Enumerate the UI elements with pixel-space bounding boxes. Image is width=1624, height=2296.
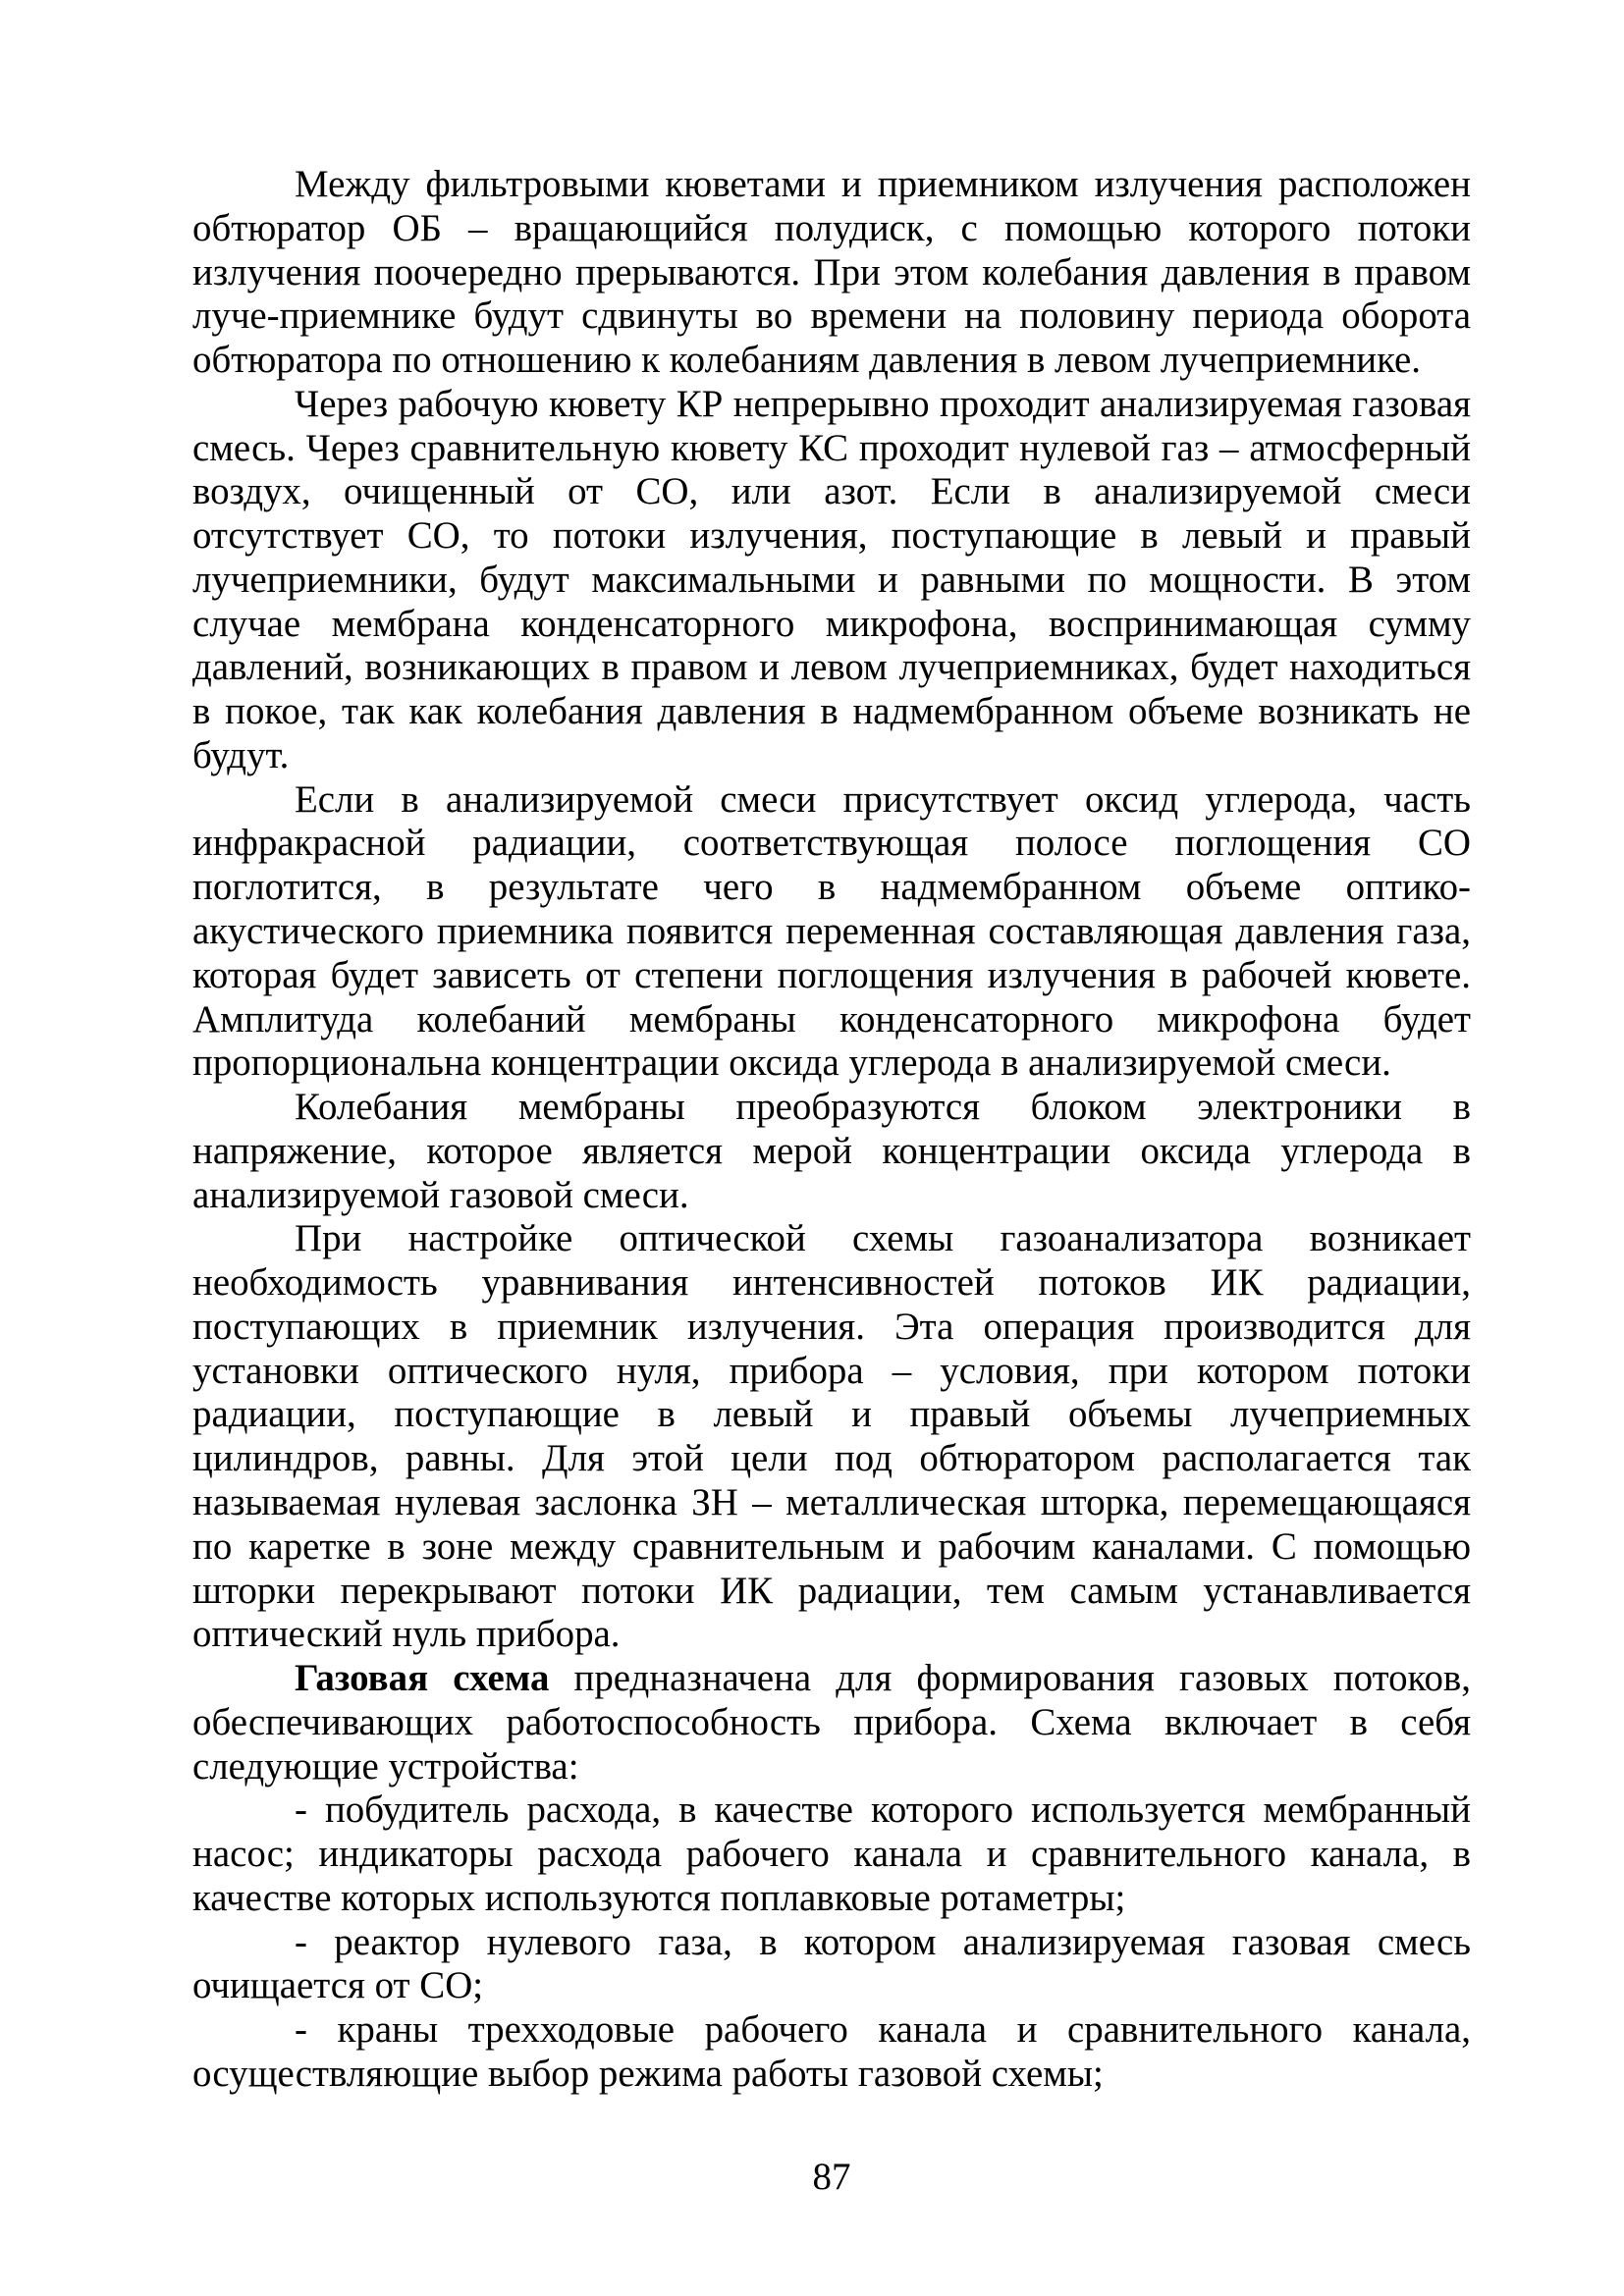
text-line: Если в анализируемой смеси присутствует оксид углерода, часть bbox=[295, 777, 1471, 821]
paragraph bbox=[192, 1921, 1471, 2009]
paragraph bbox=[192, 778, 1471, 1086]
text-line: луче-приемнике будут сдвинуты во времени на половину периода оборота bbox=[192, 294, 1471, 338]
text-line: давлений, возникающих в правом и левом лучеприемниках, будет находиться bbox=[192, 646, 1471, 689]
text-line: При настройке оптической схемы газоанализатора возникает bbox=[295, 1217, 1471, 1260]
text-line: обтюратора по отношению к колебаниям давления в левом лучеприемнике. bbox=[192, 339, 1421, 382]
text-line: радиации, поступающие в левый и правый объемы лучеприемных bbox=[192, 1393, 1471, 1436]
text-line: обеспечивающих работоспособность прибора. Схема включает в себя bbox=[192, 1700, 1471, 1743]
text-line: Между фильтровыми кюветами и приемником излучения расположен bbox=[295, 163, 1471, 205]
text-line: будут. bbox=[192, 733, 290, 776]
paragraph bbox=[192, 383, 1471, 778]
text-line: обтюратор ОБ – вращающийся полудиск, с помощью которого потоки bbox=[192, 206, 1471, 249]
text-line: случае мембрана конденсаторного микрофона, воспринимающая сумму bbox=[192, 602, 1471, 645]
text-line: воздух, очищенный от СО, или азот. Если в анализируемой смеси bbox=[192, 470, 1471, 513]
paragraph bbox=[192, 1789, 1471, 1920]
text-line: анализируемой газовой смеси. bbox=[192, 1173, 689, 1216]
text-line: следующие устройства: bbox=[192, 1744, 579, 1788]
text-line: необходимость уравнивания интенсивностей потоков ИК радиации, bbox=[192, 1261, 1471, 1305]
text-line: по каретке в зоне между сравнительным и рабочим каналами. С помощью bbox=[192, 1524, 1471, 1568]
text-line: - побудитель расхода, в качестве которого используется мембранный bbox=[295, 1789, 1471, 1832]
text-line: напряжение, которое является мерой концентрации оксида углерода в bbox=[192, 1129, 1471, 1172]
paragraph bbox=[192, 2008, 1471, 2097]
paragraph bbox=[192, 1086, 1471, 1217]
text-line: которая будет зависеть от степени поглощения излучения в рабочей кювете. bbox=[192, 953, 1471, 996]
text-line: насос; индикаторы расхода рабочего канала и сравнительного канала, в bbox=[192, 1833, 1471, 1876]
text-line: очищается от СО; bbox=[192, 1964, 484, 2007]
text-line: - реактор нулевого газа, в котором анализируемая газовая смесь bbox=[295, 1920, 1471, 1963]
text-line: пропорциональна концентрации оксида углерода в анализируемой смеси. bbox=[192, 1041, 1391, 1085]
text-line: Амплитуда колебаний мембраны конденсаторного микрофона будет bbox=[192, 997, 1471, 1041]
paragraph bbox=[192, 163, 1471, 383]
text-line: в покое, так как колебания давления в надмембранном объеме возникать не bbox=[192, 690, 1471, 733]
text-line: цилиндров, равны. Для этой цели под обтюратором располагается так bbox=[192, 1437, 1471, 1480]
bold-run: Газовая схема bbox=[295, 1657, 550, 1700]
text-line: шторки перекрывают потоки ИК радиации, тем самым устанавливается bbox=[192, 1569, 1471, 1612]
text-line: излучения поочередно прерываются. При этом колебания давления в правом bbox=[192, 250, 1471, 294]
text-line: акустического приемника появится переменная составляющая давления газа, bbox=[192, 910, 1471, 953]
text-line: поступающих в приемник излучения. Эта операция производится для bbox=[192, 1305, 1471, 1348]
text-line: отсутствует СО, то потоки излучения, поступающие в левый и правый bbox=[192, 514, 1471, 558]
page-number: 87 bbox=[812, 2156, 851, 2198]
text-line: смесь. Через сравнительную кювету КС проходит нулевой газ – атмосферный bbox=[192, 426, 1471, 469]
text-line: - краны трехходовые рабочего канала и сравнительного канала, bbox=[295, 2008, 1471, 2052]
page-footer bbox=[192, 2156, 1471, 2200]
text-line: качестве которых используются поплавковые ротаметры; bbox=[192, 1876, 1126, 1919]
text-line: установки оптического нуля, прибора – условия, при котором потоки bbox=[192, 1349, 1471, 1392]
text-line: осуществляющие выбор режима работы газовой схемы; bbox=[192, 2052, 1104, 2095]
text-line: лучеприемники, будут максимальными и равными по мощности. В этом bbox=[192, 558, 1471, 601]
text-block bbox=[192, 163, 1471, 2097]
paragraph bbox=[192, 1657, 1471, 1789]
text-line: инфракрасной радиации, соответствующая полосе поглощения СО bbox=[192, 822, 1471, 865]
text-line: поглотится, в результате чего в надмембранном объеме оптико- bbox=[192, 866, 1471, 909]
text-line: Через рабочую кювету КР непрерывно проходит анализируемая газовая bbox=[295, 382, 1471, 425]
paragraph bbox=[192, 1217, 1471, 1657]
text-line: Колебания мембраны преобразуются блоком электроники в bbox=[295, 1086, 1471, 1129]
text-line: оптический нуль прибора. bbox=[192, 1613, 621, 1656]
text-line: называемая нулевая заслонка ЗН – металлическая шторка, перемещающаяся bbox=[192, 1480, 1471, 1523]
text-line: Газовая схема предназначена для формирования газовых потоков, bbox=[295, 1657, 1471, 1700]
